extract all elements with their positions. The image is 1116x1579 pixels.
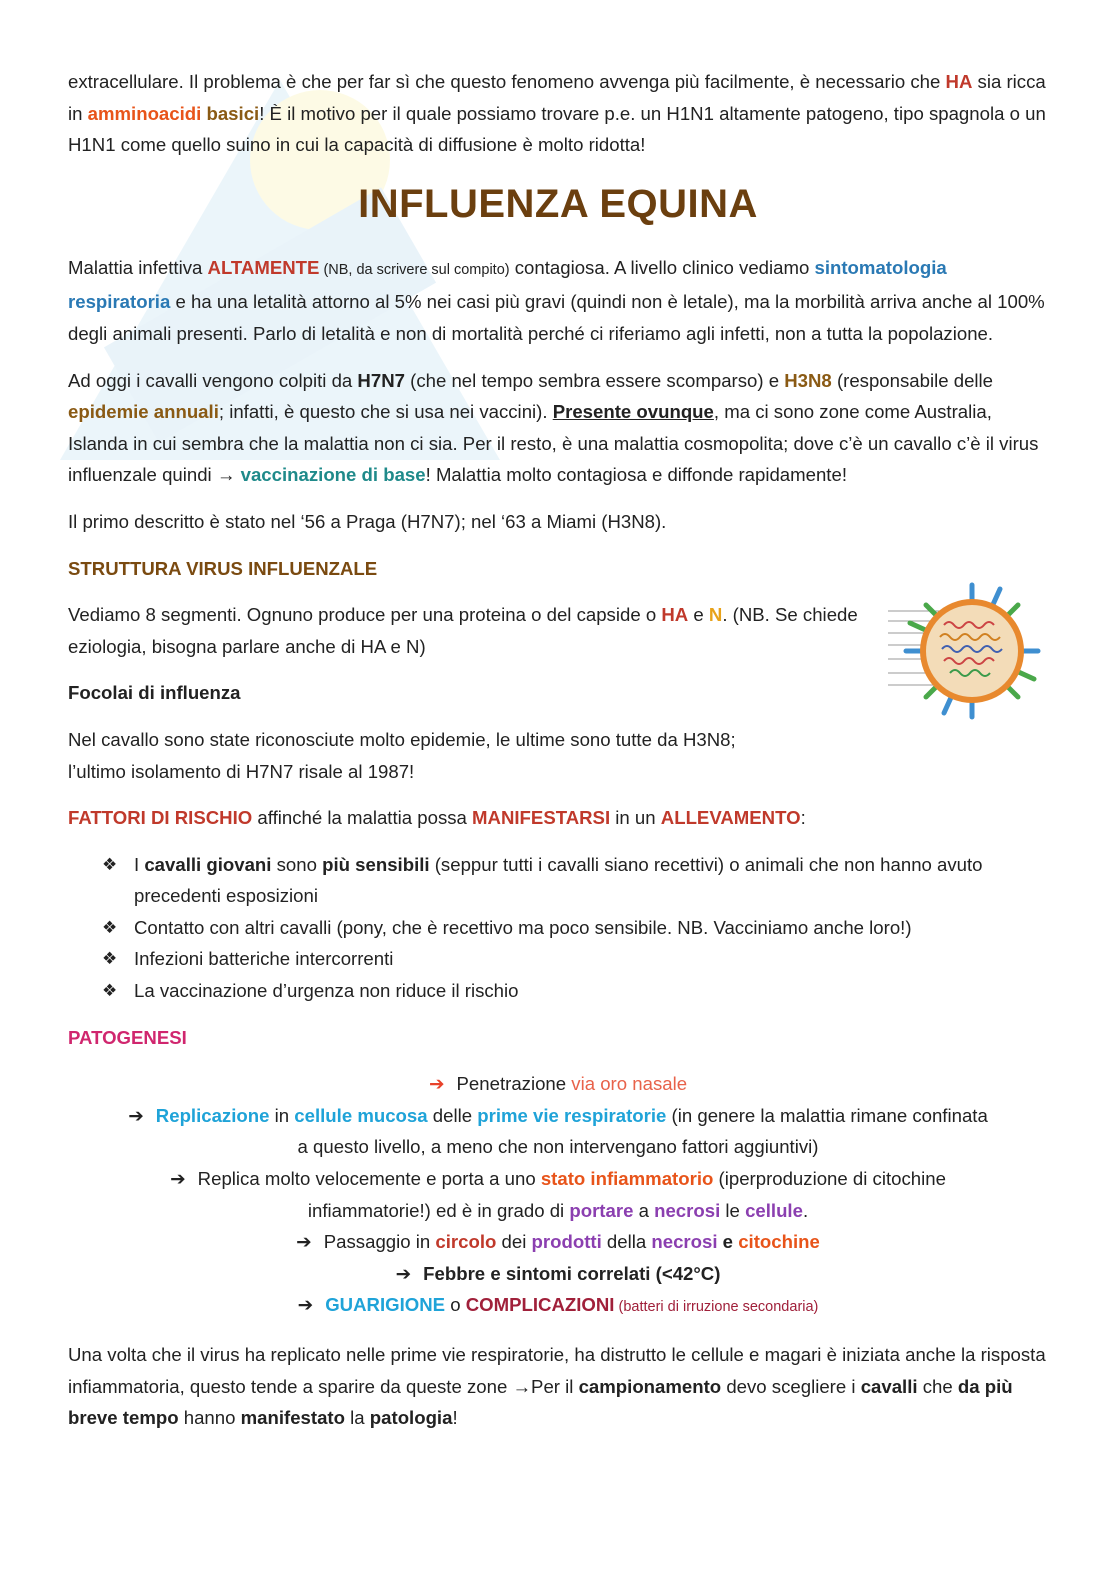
influenza-virus-diagram — [888, 581, 1048, 721]
paragraph-campionamento: Una volta che il virus ha replicato nelle prime vie respiratorie, ha distrutto le cellule e magari è iniziata anche la risposta infiammatoria, questo tende a sparire da queste zone →Per il campionamento devo scegliere i cavalli che da più breve tempo hanno manifestato la patologia! — [68, 1344, 1046, 1429]
page-title: INFLUENZA EQUINA — [358, 181, 758, 226]
paragraph-focolai: Nel cavallo sono state riconosciute molto epidemie, le ultime sono tutte da H3N8; l’ultimo isolamento di H7N7 risale al 1987! — [68, 728, 736, 782]
arrow-right-icon: ➔ — [128, 1104, 144, 1126]
flow-step: ➔ Passaggio in circolo dei prodotti della necrosi e citochine — [296, 1231, 820, 1253]
list-item: ❖ La vaccinazione d’urgenza non riduce il rischio — [102, 975, 1048, 1007]
paragraph-storia: Il primo descritto è stato nel ‘56 a Praga (H7N7); nel ‘63 a Miami (H3N8). — [68, 510, 667, 532]
list-item: ❖ Contatto con altri cavalli (pony, che è recettivo ma poco sensibile. NB. Vacciniamo anche loro!) — [102, 912, 1048, 944]
arrow-icon: → — [512, 1375, 532, 1397]
flow-step: ➔ Penetrazione via oro nasale — [428, 1073, 688, 1095]
risk-factor-list — [102, 849, 1048, 1007]
paragraph-ceppi: Ad oggi i cavalli vengono colpiti da H7N7 (che nel tempo sembra essere scomparso) e H3N8 (responsabile delle epidemie annuali; infatti, è questo che si usa nei vaccini). Presente ovunque, ma ci sono zone come Australia, Islanda in cui sembra che la malattia non ci sia. Per il resto, è una malattia cosmopolita; dove c’è un cavallo c’è il virus influenzale quindi → vaccinazione di base! Malattia molto contagiosa e diffonde rapidamente! — [68, 369, 1039, 486]
arrow-right-icon: ➔ — [395, 1262, 412, 1284]
diamond-bullet-icon: ❖ — [102, 917, 118, 937]
paragraph-segmenti: Vediamo 8 segmenti. Ognuno produce per una proteina o del capside o HA e N. (NB. Se chiede eziologia, bisogna parlare anche di HA e N) — [68, 604, 858, 657]
paragraph-malattia: Malattia infettiva ALTAMENTE (NB, da scrivere sul compito) contagiosa. A livello clinico vediamo sintomatologia respiratoria e ha una letalità attorno al 5% nei casi più gravi (quindi non è letale), ma la morbilità arriva anche al 100% degli animali presenti. Parlo di letalità e non di mortalità perché ci riferiamo agli infetti, non a tutta la popolazione. — [68, 256, 1045, 344]
flow-step: ➔ Replica molto velocemente e porta a uno stato infiammatorio (iperproduzione di citochine infiammatorie!) ed è in grado di portare a necrosi le cellule. — [170, 1168, 946, 1221]
flow-step: ➔ GUARIGIONE o COMPLICAZIONI (batteri di irruzione secondaria) — [297, 1294, 819, 1316]
heading-focolai: Focolai di influenza — [68, 682, 241, 704]
diamond-bullet-icon: ❖ — [102, 981, 118, 1001]
flow-step: ➔ Febbre e sintomi correlati (<42°C) — [395, 1262, 721, 1284]
heading-struttura: STRUTTURA VIRUS INFLUENZALE — [68, 557, 378, 579]
paragraph-fattori: FATTORI DI RISCHIO affinché la malattia possa MANIFESTARSI in un ALLEVAMENTO: — [68, 807, 806, 829]
diamond-bullet-icon: ❖ — [102, 854, 118, 874]
list-item: ❖ I cavalli giovani sono più sensibili (seppur tutti i cavalli siano recettivi) o animali che non hanno avuto precedenti esposizioni — [102, 849, 1048, 912]
document-page — [68, 66, 1048, 1434]
pathogenesis-flow — [68, 1068, 1048, 1324]
struttura-section — [68, 599, 1048, 802]
arrow-right-icon: ➔ — [296, 1231, 312, 1253]
heading-patogenesi: PATOGENESI — [68, 1026, 187, 1048]
flow-step: ➔ Replicazione in cellule mucosa delle prime vie respiratorie (in genere la malattia rimane confinata a questo livello, a meno che non intervengano fattori aggiuntivi) — [128, 1104, 988, 1158]
arrow-right-icon: ➔ — [297, 1294, 314, 1316]
arrow-right-icon: ➔ — [428, 1073, 445, 1095]
arrow-icon: → — [216, 464, 236, 486]
diamond-bullet-icon: ❖ — [102, 949, 118, 969]
list-item: ❖ Infezioni batteriche intercorrenti — [102, 943, 1048, 975]
intro-paragraph: extracellulare. Il problema è che per far sì che questo fenomeno avvenga più facilmente, è necessario che HA sia ricca in amminoacidi basici! È il motivo per il quale possiamo trovare p.e. un H1N1 altamente patogeno, tipo spagnola o un H1N1 come quello suino in cui la capacità di diffusione è molto ridotta! — [68, 71, 1046, 156]
arrow-right-icon: ➔ — [170, 1168, 186, 1190]
